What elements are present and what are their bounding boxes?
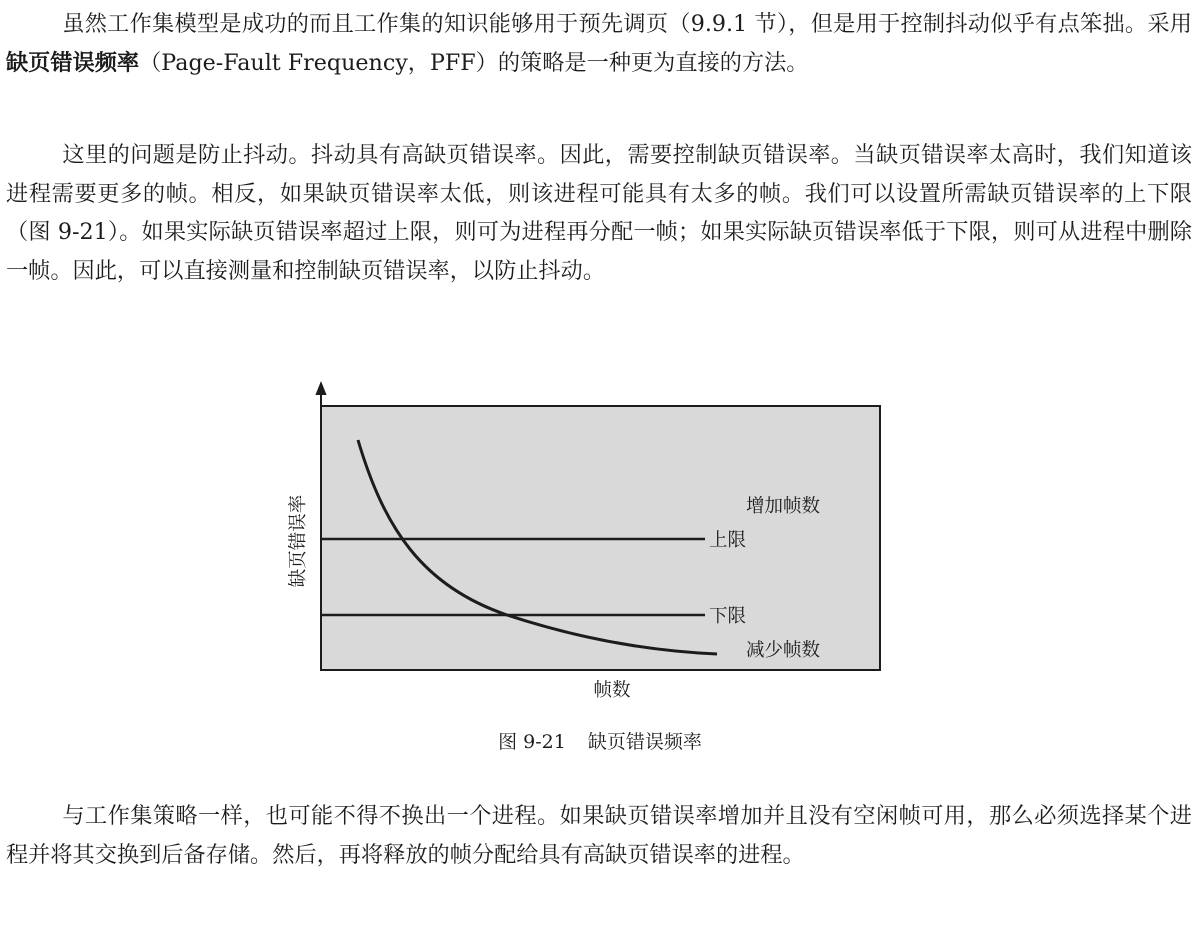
figure-9-21: [272, 378, 902, 708]
figure-caption-number: 图 9-21: [498, 731, 566, 753]
upper-bound-label: 上限: [709, 530, 747, 551]
x-axis-label: 帧数: [593, 680, 631, 701]
lower-bound-label: 下限: [709, 606, 747, 627]
paragraph-3: [6, 797, 1192, 874]
paragraph-2: [6, 136, 1192, 290]
paragraph-3-text: 与工作集策略一样，也可能不得不换出一个进程。如果缺页错误率增加并且没有空闲帧可用，那么必须选择某个进程并将其交换到后备存储。然后，再将释放的帧分配给具有高缺页错误率的进程。: [6, 803, 1192, 868]
paragraph-2-text: 这里的问题是防止抖动。抖动具有高缺页错误率。因此，需要控制缺页错误率。当缺页错误率太高时，我们知道该进程需要更多的帧。相反，如果缺页错误率太低，则该进程可能具有太多的帧。我们可以设置所需缺页错误率的上下限（图 9-21）。如果实际缺页错误率超过上限，则可为进程再分配一帧；如果实际缺页错误率低于下限，则可从进程中删除一帧。因此，可以直接测量和控制缺页错误率，以防止抖动。: [6, 142, 1192, 284]
increase-frames-label: 增加帧数: [746, 496, 821, 517]
paragraph-1-bold-term: 缺页错误频率: [6, 49, 140, 76]
figure-caption: [0, 728, 1200, 756]
pff-diagram: [272, 378, 902, 708]
paragraph-1-text-a: 虽然工作集模型是成功的而且工作集的知识能够用于预先调页（9.9.1 节），但是用于控制抖动似乎有点笨拙。采用: [62, 11, 1192, 37]
paragraph-1-text-b: （Page-Fault Frequency，PFF）的策略是一种更为直接的方法。: [139, 49, 809, 76]
figure-caption-title: 缺页错误频率: [587, 731, 702, 753]
paragraph-1: [6, 5, 1192, 82]
decrease-frames-label: 减少帧数: [746, 640, 821, 661]
y-axis-label: 缺页错误率: [288, 494, 309, 588]
